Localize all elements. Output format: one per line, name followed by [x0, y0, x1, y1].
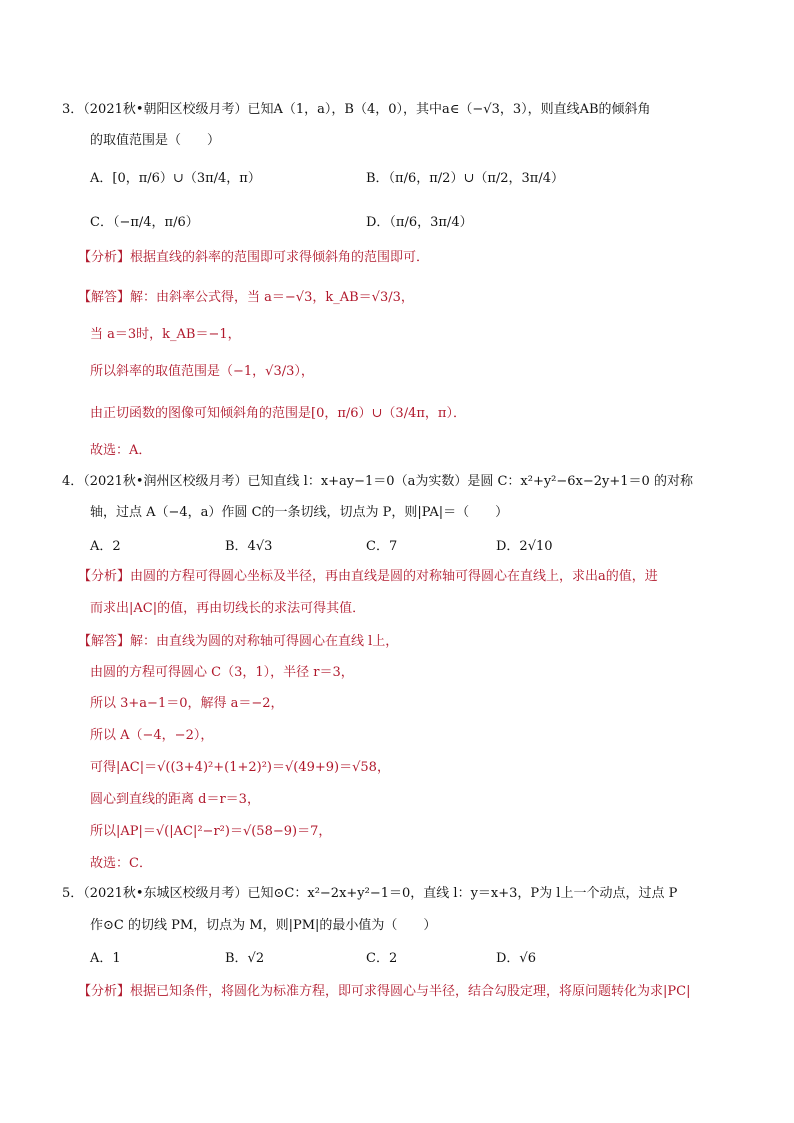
q4-solution-line7: 所以|AP|＝√(|AC|²−r²)＝√(58−9)＝7，: [90, 824, 332, 839]
q3-stem-line1: 3．（2021秋•朝阳区校级月考）已知A（1，a），B（4，0），其中a∈（−√3，3），则直线AB的倾斜角: [62, 102, 651, 117]
q5-stem-line2: 作⊙C 的切线 PM，切点为 M，则|PM|的最小值为（ ）: [90, 918, 437, 933]
q3-solution-text1: 解：由斜率公式得，当 a＝−√3，k_AB＝√3/3，: [130, 290, 414, 305]
q3-option-d: D．（π/6，3π/4）: [366, 215, 473, 230]
q3-solution-line5: 故选：A．: [90, 443, 152, 458]
q4-solution-text1: 解：由直线为圆的对称轴可得圆心在直线 l上，: [130, 634, 399, 649]
q4-solution-line8: 故选：C．: [90, 856, 152, 871]
q3-option-b: B．（π/6，π/2）∪（π/2，3π/4）: [366, 171, 564, 186]
q4-option-c: C．7: [366, 539, 398, 554]
q3-solution-line1: [78, 288, 414, 308]
analysis-tag: 【分析】: [78, 984, 131, 999]
solution-tag: 【解答】: [78, 634, 131, 649]
q4-analysis-line1: [78, 567, 658, 587]
q5-analysis-line1: [78, 982, 690, 1002]
q4-solution-line5: 可得|AC|＝√((3+4)²+(1+2)²)＝√(49+9)＝√58，: [90, 760, 390, 775]
q4-solution-line2: 由圆的方程可得圆心 C（3，1），半径 r＝3，: [90, 665, 354, 680]
analysis-tag: 【分析】: [78, 250, 131, 265]
q3-option-c: C．（−π/4，π/6）: [90, 215, 199, 230]
q4-stem-line1: 4．（2021秋•润州区校级月考）已知直线 l：x+ay−1＝0（a为实数）是圆 C：x²+y²−6x−2y+1＝0 的对称: [62, 474, 693, 489]
q5-analysis-text1: 根据已知条件，将圆化为标准方程，即可求得圆心与半径，结合勾股定理，将原问题转化为求|PC|: [130, 984, 691, 999]
q5-option-c: C．2: [366, 951, 398, 966]
q4-analysis-line2: 而求出|AC|的值，再由切线长的求法可得其值．: [90, 601, 366, 616]
q4-solution-line1: [78, 632, 398, 652]
q3-stem-line2: 的取值范围是（ ）: [90, 133, 221, 148]
q4-solution-line6: 圆心到直线的距离 d＝r＝3，: [90, 792, 260, 807]
q5-option-b: B．√2: [225, 951, 265, 966]
q3-analysis: [78, 248, 429, 268]
q4-option-d: D．2√10: [496, 539, 553, 554]
q3-solution-line2: 当 a＝3时，k_AB＝−1，: [90, 327, 241, 342]
q5-option-a: A．1: [90, 951, 121, 966]
q4-stem-line2: 轴，过点 A（−4，a）作圆 C的一条切线，切点为 P，则|PA|＝（ ）: [90, 505, 509, 520]
q5-option-d: D．√6: [496, 951, 536, 966]
q4-analysis-text1: 由圆的方程可得圆心坐标及半径，再由直线是圆的对称轴可得圆心在直线上，求出a的值，进: [130, 569, 658, 584]
q3-solution-line4: 由正切函数的图像可知倾斜角的范围是[0，π/6）∪（3/4π，π）．: [90, 406, 466, 421]
q4-solution-line4: 所以 A（−4，−2），: [90, 728, 214, 743]
q4-option-a: A．2: [90, 539, 121, 554]
q3-option-a: A．[0，π/6）∪（3π/4，π）: [90, 171, 261, 186]
q4-solution-line3: 所以 3+a−1＝0，解得 a＝−2，: [90, 696, 284, 711]
solution-tag: 【解答】: [78, 290, 131, 305]
q5-stem-line1: 5．（2021秋•东城区校级月考）已知⊙C：x²−2x+y²−1＝0，直线 l：y＝x+3，P为 l上一个动点，过点 P: [62, 886, 678, 901]
q3-analysis-text: 根据直线的斜率的范围即可求得倾斜角的范围即可．: [130, 250, 430, 265]
analysis-tag: 【分析】: [78, 569, 131, 584]
q3-solution-line3: 所以斜率的取值范围是（−1，√3/3），: [90, 364, 314, 379]
q4-option-b: B．4√3: [225, 539, 273, 554]
